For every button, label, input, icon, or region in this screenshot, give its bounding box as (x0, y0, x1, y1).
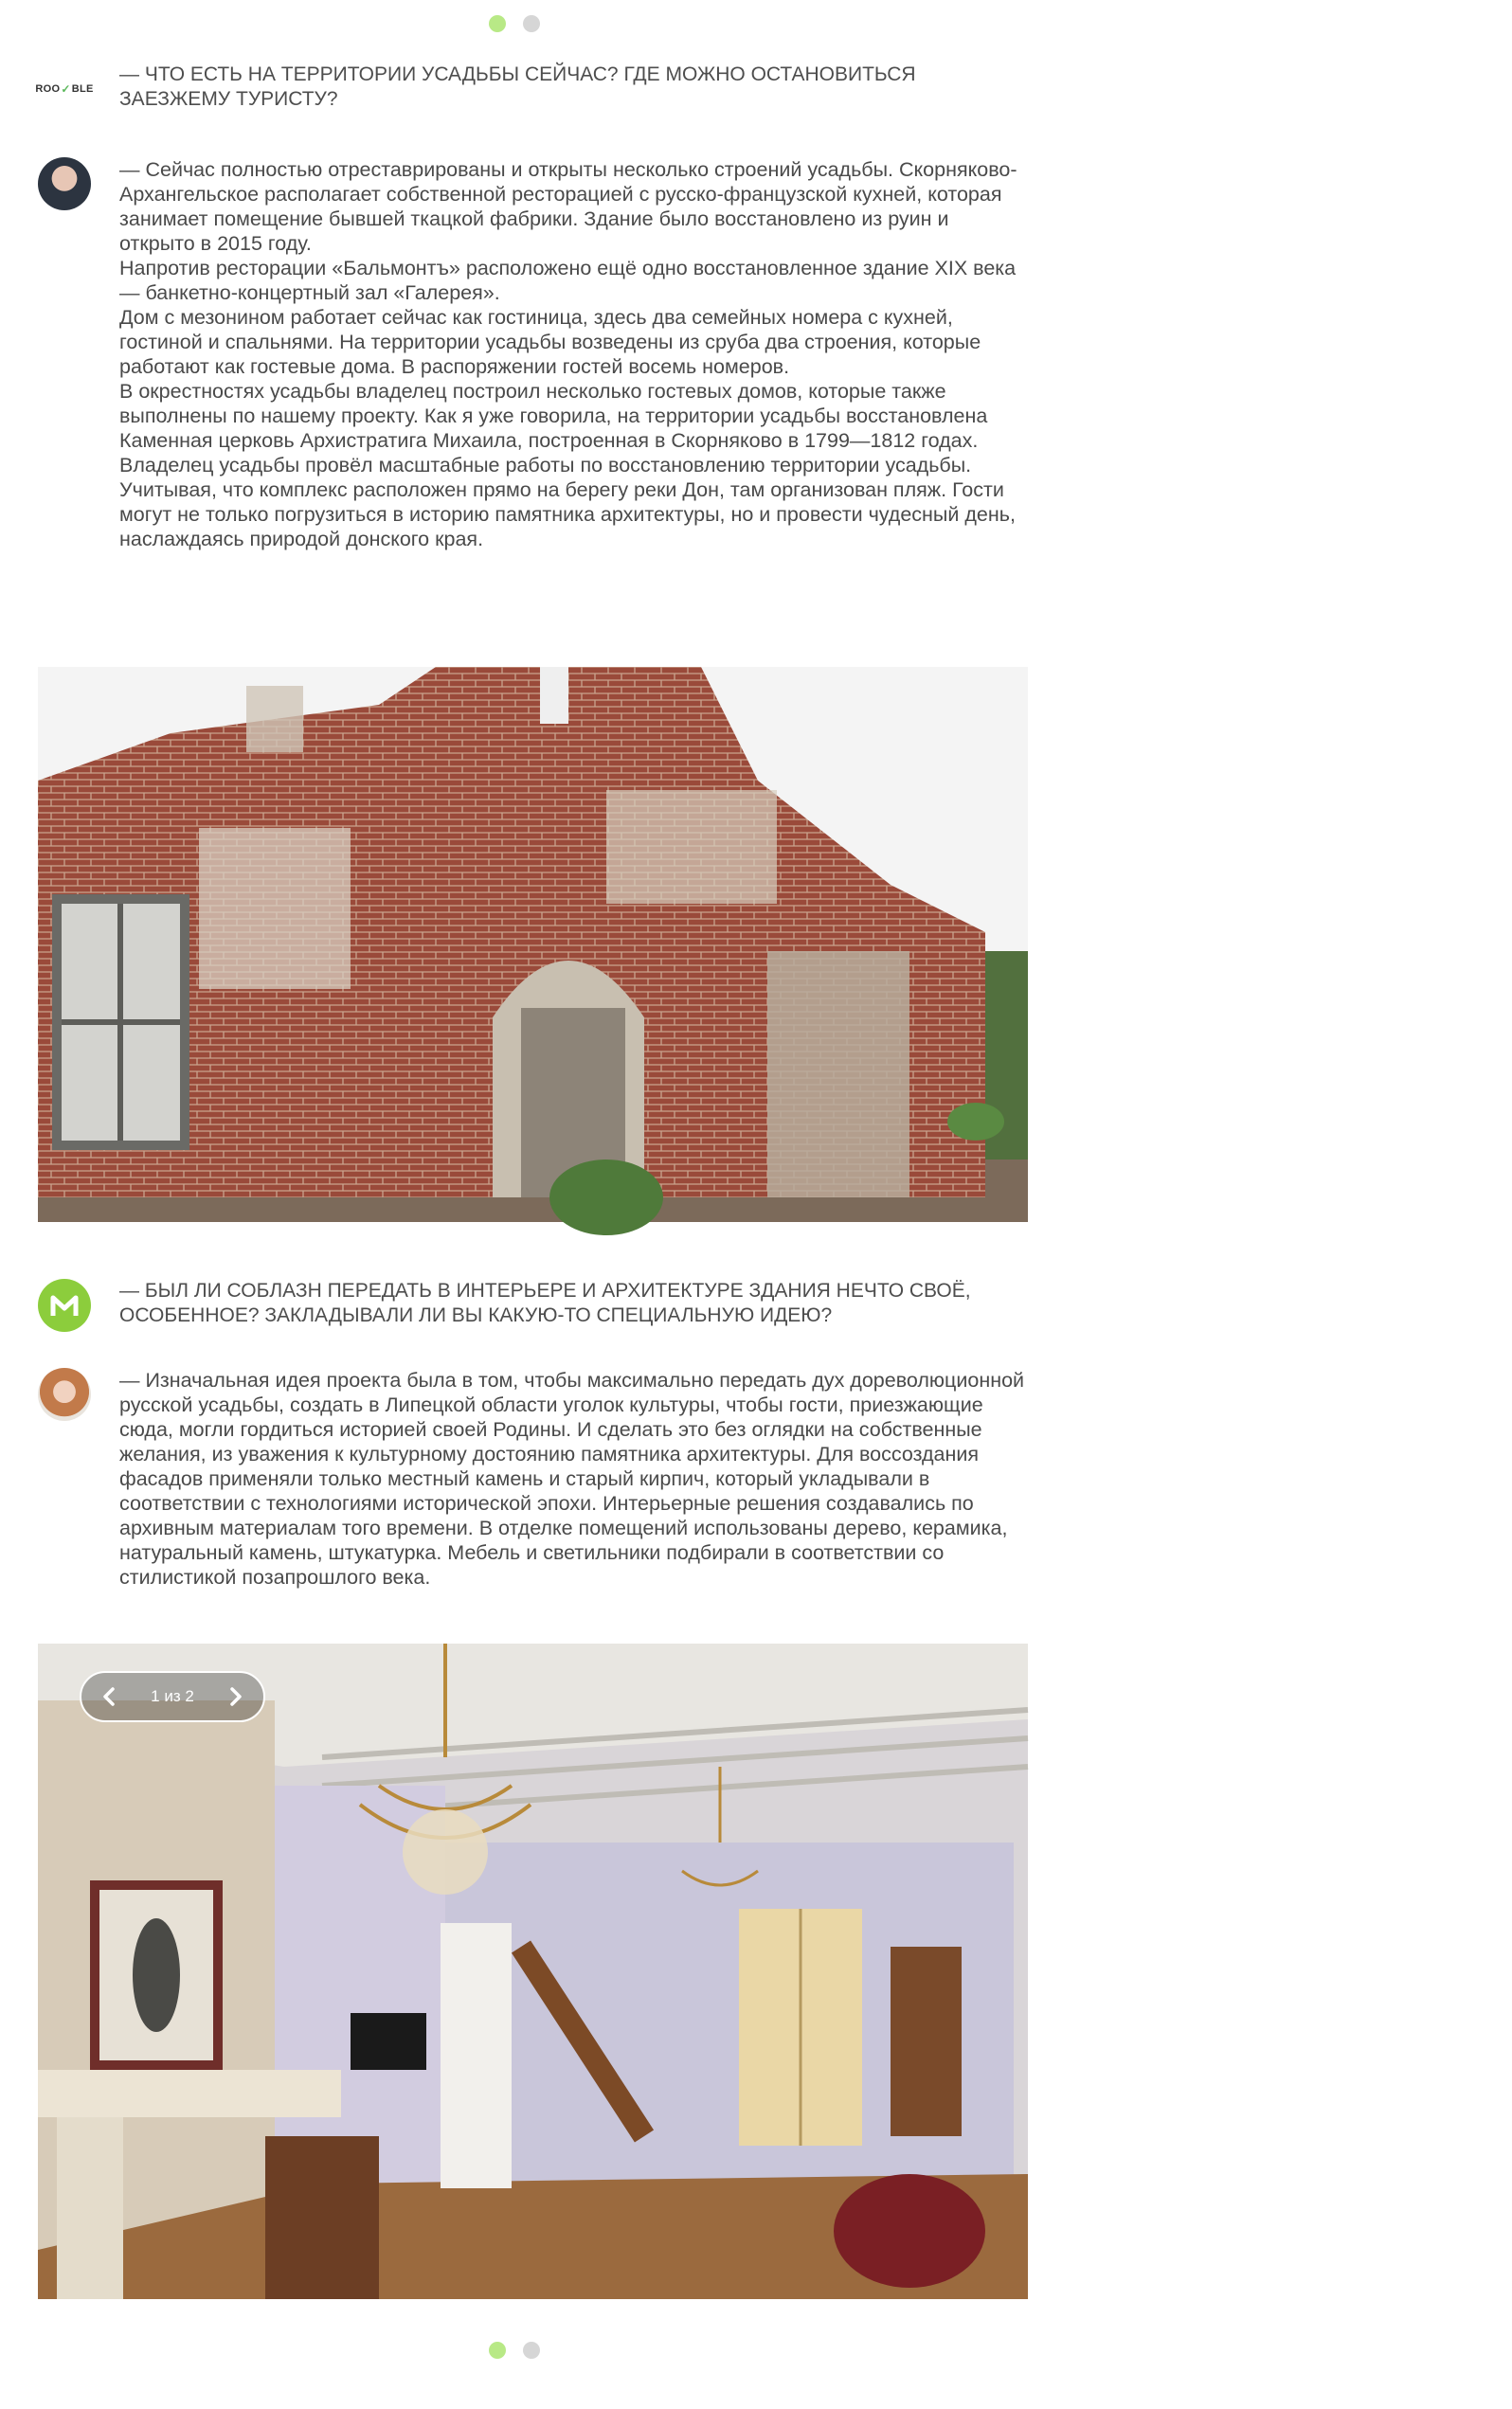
interview-answer-1 (38, 157, 1028, 551)
answer-paragraph: — Сейчас полностью отреставрированы и открыты несколько строений усадьбы. Скорняково-Архангельское располагает собственной ресторацией с русско-французской кухней, которая занимает помещение бывшей ткацкой фабрики. Здание было восстановлено из руин и открыто в 2015 году. (119, 158, 1017, 255)
chevron-left-icon[interactable] (97, 1683, 123, 1710)
interview-question-2 (38, 1279, 1028, 1332)
carousel-dot-2[interactable] (523, 15, 540, 32)
avatar (38, 157, 91, 210)
slide-counter: 1 из 2 (151, 1687, 194, 1705)
carousel-dot-1[interactable] (489, 2342, 506, 2359)
answer-paragraph: В окрестностях усадьбы владелец построил несколько гостевых домов, которые также выполнены по нашему проекту. Как я уже говорила, на территории усадьбы восстановлена Каменная церковь Архистратига Михаила, построенная в Скорняково в 1799—1812 годах. (119, 380, 988, 452)
interior-slider[interactable] (38, 1644, 1028, 2299)
roomble-logo: ROO ✓ BLE (35, 82, 94, 96)
interview-answer-2 (38, 1368, 1028, 1590)
interview-question-1 (35, 63, 1028, 116)
carousel-dots-top (0, 15, 1028, 32)
avatar (38, 1368, 91, 1421)
question-text: — БЫЛ ЛИ СОБЛАЗН ПЕРЕДАТЬ В ИНТЕРЬЕРЕ И АРХИТЕКТУРЕ ЗДАНИЯ НЕЧТО СВОЁ, ОСОБЕННОЕ? ЗАКЛАДЫВАЛИ ЛИ ВЫ КАКУЮ-ТО СПЕЦИАЛЬНУЮ ИДЕЮ? (119, 1280, 971, 1326)
answer-paragraph: — Изначальная идея проекта была в том, чтобы максимально передать дух дореволюционной русской усадьбы, создать в Липецкой области уголок культуры, чтобы гости, приезжающие сюда, могли гордиться историей своей Родины. И сделать это без оглядки на собственные желания, из уважения к культурному достоянию памятника архитектуры. Для воссоздания фасадов применяли только местный камень и старый кирпич, который укладывали в соответствии с технологиями исторической эпохи. Интерьерные решения создавались по архивным материалам того времени. В отделке помещений использованы дерево, керамика, натуральный камень, штукатурка. Мебель и светильники подбирали в соответствии со стилистикой позапрошлого века. (119, 1369, 1025, 1589)
answer-paragraph: Напротив ресторации «Бальмонтъ» расположено ещё одно восстановленное здание XIX века — банкетно-концертный зал «Галерея». (119, 257, 1017, 304)
answer-paragraph: Дом с мезонином работает сейчас как гостиница, здесь два семейных номера с кухней, гостиной и спальнями. На территории усадьбы возведены из сруба два строения, которые работают как гостевые дома. В распоряжении гостей восемь номеров. (119, 306, 981, 378)
answer-text (119, 1368, 1028, 1590)
slider-navigation (80, 1671, 265, 1722)
chevron-right-icon[interactable] (222, 1683, 248, 1710)
magazine-logo-icon (38, 1279, 91, 1332)
ruins-photo (38, 667, 1028, 1222)
answer-paragraph: Владелец усадьбы провёл масштабные работы по восстановлению территории усадьбы. Учитывая, что комплекс расположен прямо на берегу реки Дон, там организован пляж. Гости могут не только погрузиться в историю памятника архитектуры, но и провести чудесный день, наслаждаясь природой донского края. (119, 454, 1016, 550)
carousel-dot-2[interactable] (523, 2342, 540, 2359)
answer-text (119, 157, 1028, 551)
carousel-dot-1[interactable] (489, 15, 506, 32)
question-text: — ЧТО ЕСТЬ НА ТЕРРИТОРИИ УСАДЬБЫ СЕЙЧАС? ГДЕ МОЖНО ОСТАНОВИТЬСЯ ЗАЕЗЖЕМУ ТУРИСТУ? (119, 63, 916, 110)
carousel-dots-bottom (0, 2342, 1028, 2359)
